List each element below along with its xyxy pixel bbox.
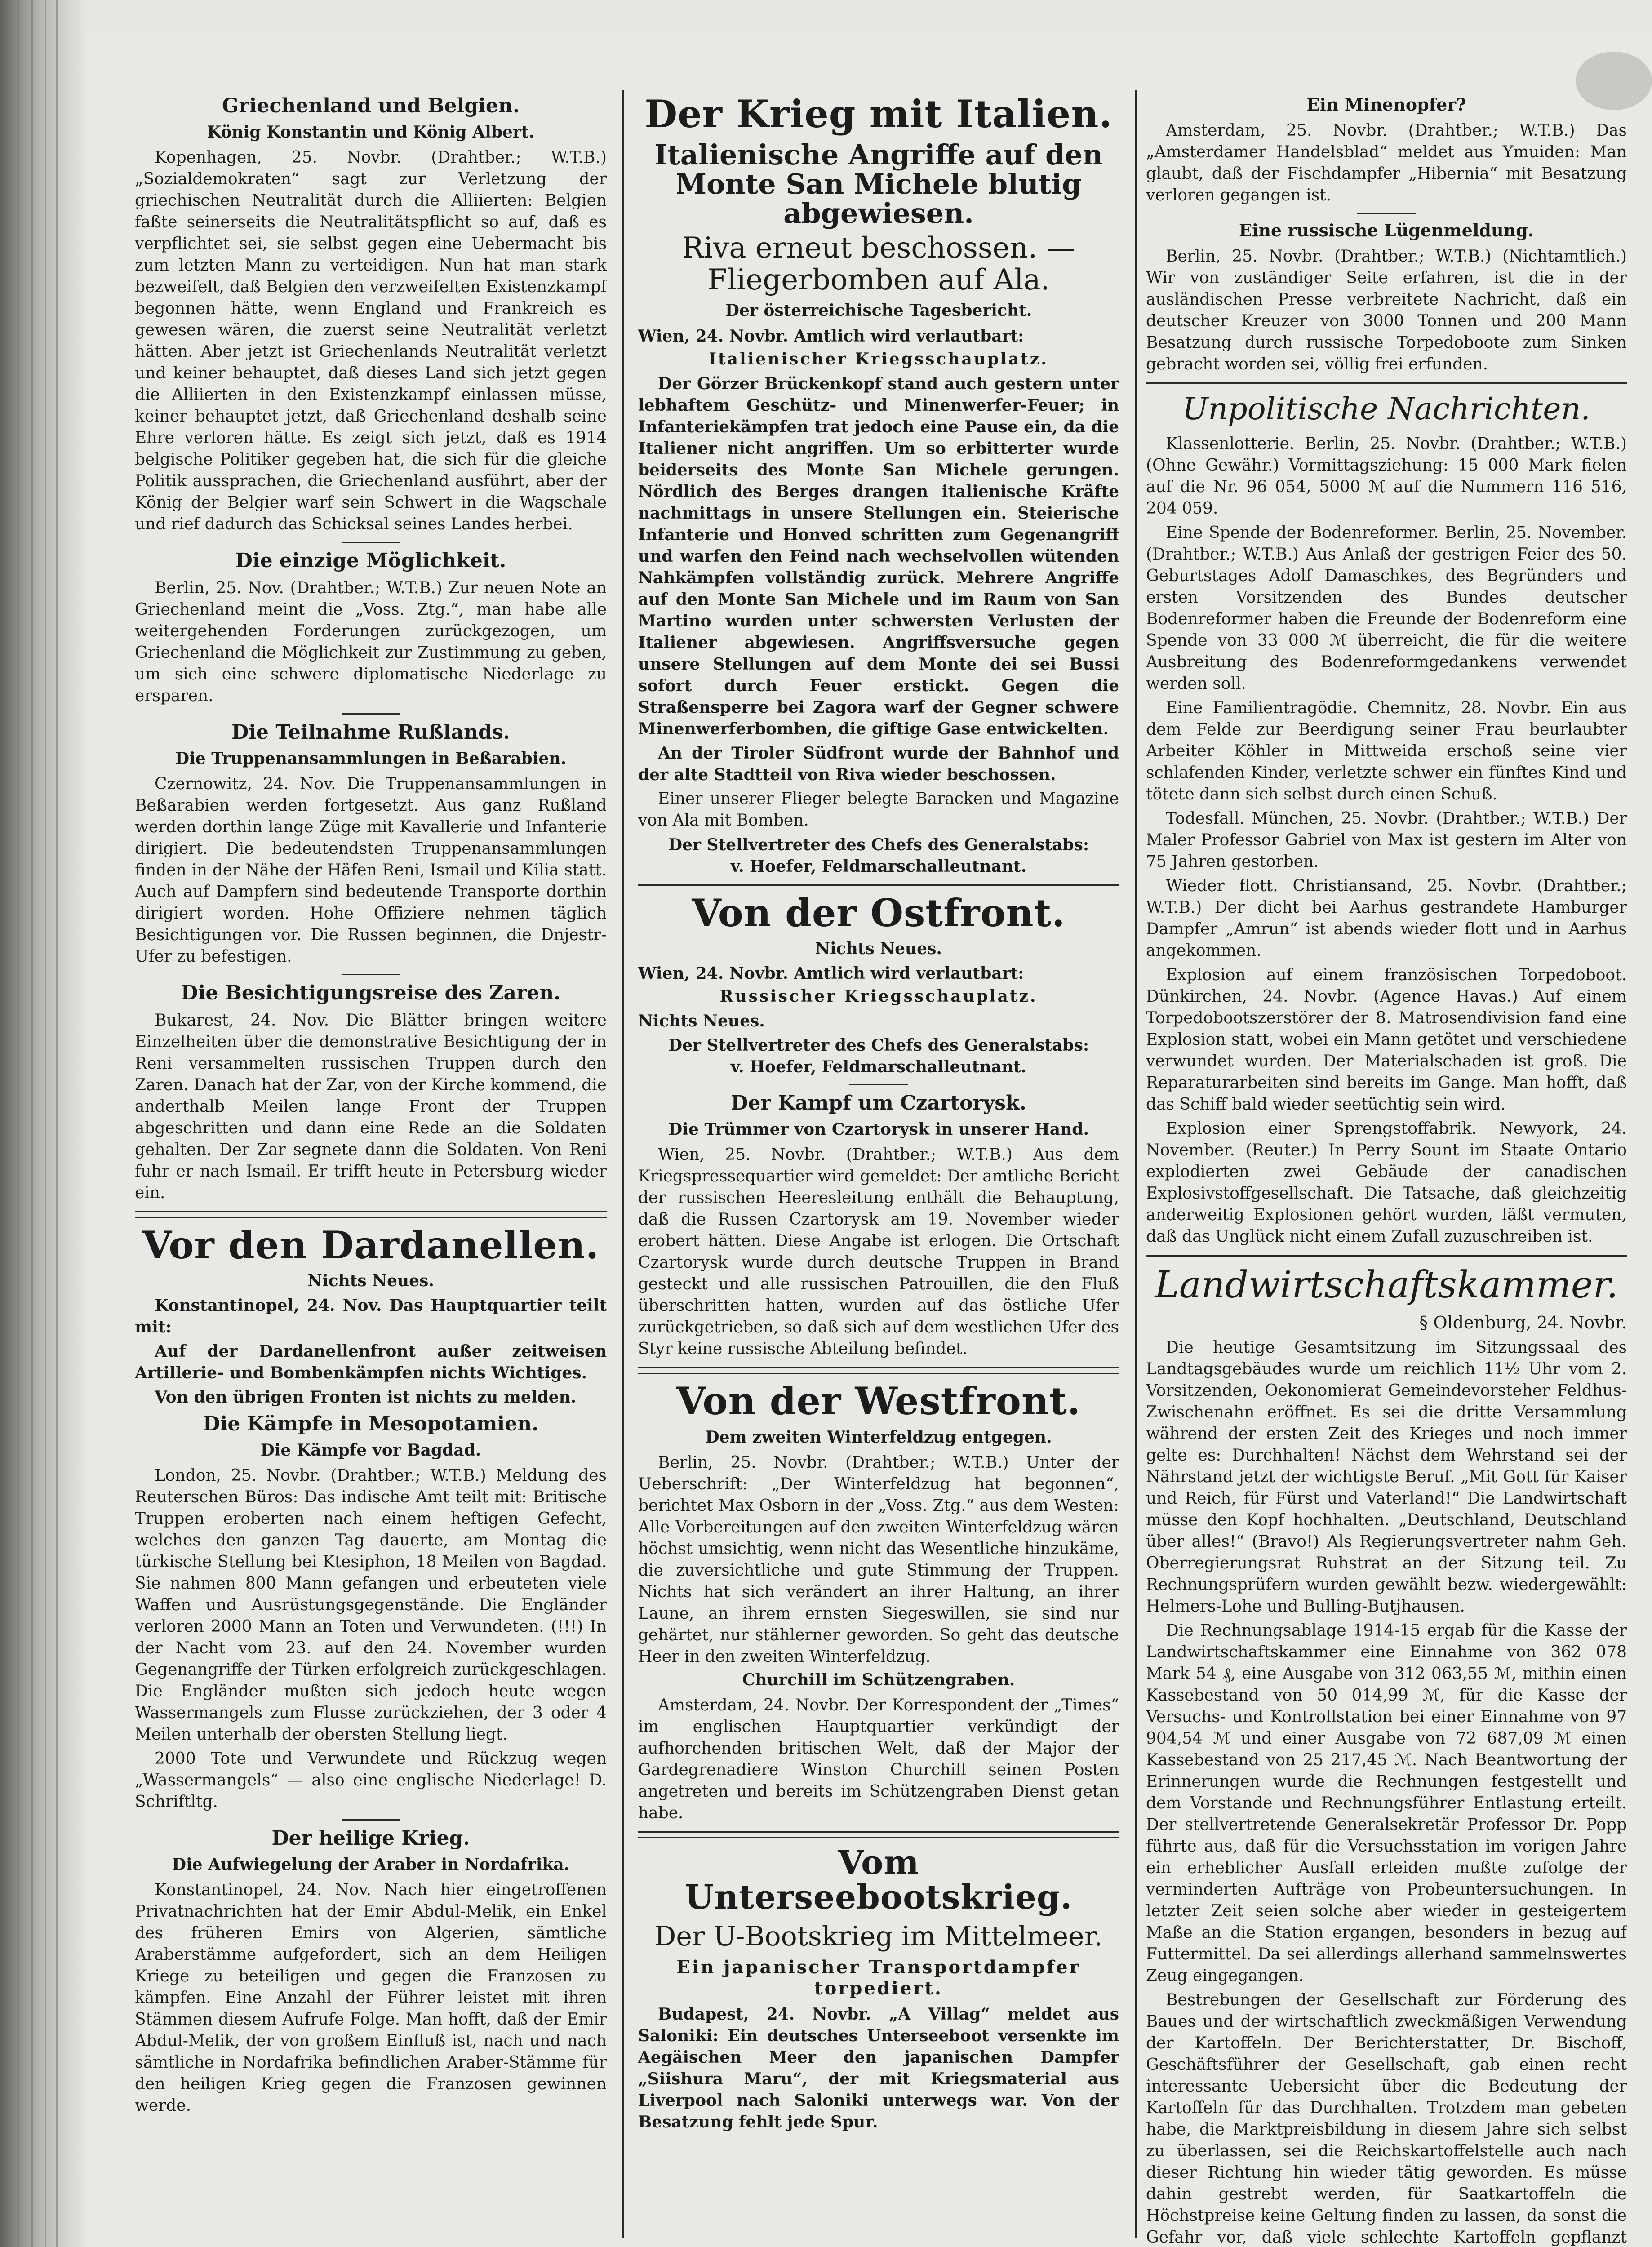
article-body: Berlin, 25. Novbr. (Drahtber.; W.T.B.) (Nichtamtlich.) Wir von zuständiger Seite erfahren, ist die in der ausländischen Presse verbreitete Nachricht, daß ein deutscher Kreuzer von 3000 Tonnen und 200 Mann Besatzung durch russische Torpedoboote zum Sinken gebracht worden sei, völlig frei erfunden.: [1146, 247, 1627, 373]
article-body: Czernowitz, 24. Nov. Die Truppenansammlungen in Beßarabien werden fortgesetzt. Aus ganz Rußland werden dorthin lange Züge mit Kavallerie und Infanterie dirigiert. Die bedeutendsten Truppenansammlungen finden in der Nähe der Häfen Reni, Ismail und Kilia statt. Auch auf Dampfern sind bedeutende Transporte dorthin dirigiert worden. Hohe Offiziere nehmen täglich Besichtigungen vor. Die Russen beginnen, die Dnjestr-Ufer zu befestigen.: [135, 775, 607, 966]
news-item: Wieder flott. Christiansand, 25. Novbr. (Drahtber.; W.T.B.) Der dicht bei Aarhus gestrandete Hamburger Dampfer „Amrun“ ist abends wieder flott und in Aarhus angekommen.: [1146, 877, 1627, 960]
article-subtitle: Dem zweiten Winterfeldzug entgegen.: [705, 1427, 1052, 1447]
article-title: Die Kämpfe in Mesopotamien.: [203, 1412, 539, 1436]
article-body: Die Rechnungsablage 1914-15 ergab für die Kasse der Landwirtschaftskammer eine Einnahme von 362 078 Mark 54 ₰, eine Ausgabe von 312 063,55 ℳ, mithin einen Kassebestand von 50 014,99 ℳ, für die Kasse der Versuchs- und Kontrollstation bei einer Einnahme von 97 904,54 ℳ und einer Ausgabe von 72 687,09 ℳ einen Kassebestand von 25 217,45 ℳ. Nach Beantwortung der Erinnerungen wurde die Rechnungen festgestellt und dem Vorstande und Rechnungsführer Entlastung erteilt. Der stellvertretende Generalsekretär Professor Dr. Popp führte aus, daß für die Versuchsstation im vorigen Jahre ein erheblicher Ausfall erleiden mußte zufolge der verminderten Aufträge von Probeuntersuchungen. In letzter Zeit seien solche aber wieder in gesteigertem Maße an die Station ergangen, besonders in bezug auf Futtermittel. Da sei allerdings allerhand sammelnswertes Zeug eingegangen.: [1146, 1621, 1627, 1985]
article-body: 2000 Tote und Verwundete und Rückzug wegen „Wassermangels“ — also eine englische Niederlage! D. Schriftltg.: [135, 1750, 607, 1812]
section-italy: [638, 94, 1119, 877]
article-dateline: Wien, 24. Novbr. Amtlich wird verlautbart:: [638, 327, 1024, 346]
section-rule: [638, 1367, 1119, 1374]
article-body: Budapest, 24. Novbr. „A Villag“ meldet aus Saloniki: Ein deutsches Unterseeboot versenkte im Aegäischen Meer den japanischen Dampfer „Siishura Maru“, der mit Kriegsmaterial aus Liverpool nach Saloniki unterwegs war. Von der Besatzung fehlt jede Spur.: [638, 2005, 1119, 2132]
article-body: Berlin, 25. Novbr. (Drahtber.; W.T.B.) Unter der Ueberschrift: „Der Winterfeldzug hat begonnen“, berichtet Max Osborn in der „Voss. Ztg.“ aus dem Westen: Alle Vorbereitungen auf den zweiten Winterfeldzug wären höchst umsichtig, wenn nicht das Wesentliche hinzukäme, die zuversichtliche und gute Stimmung der Truppen. Nichts hat sich verändert an ihrer Haltung, an ihrer Laune, an ihrem ernsten Siegeswillen, sie sind nur gehärtet, nur stählerner geworden. So geht das deutsche Heer in den zweiten Winterfeldzug.: [638, 1453, 1119, 1666]
section-rule: [638, 884, 1119, 886]
signature-line: v. Hoefer, Feldmarschalleutnant.: [730, 1057, 1027, 1077]
article-subtitle: Die Trümmer von Czartorysk in unserer Hand.: [668, 1120, 1089, 1139]
theater-label: Russischer Kriegsschauplatz.: [719, 987, 1038, 1006]
signature-line: Der Stellvertreter des Chefs des Generalstabs:: [668, 1036, 1089, 1055]
article-russia: [135, 721, 607, 968]
separator-rule: [849, 1084, 908, 1085]
article-body: Einer unserer Flieger belegte Baracken und Magazine von Ala mit Bomben.: [638, 790, 1119, 830]
section-nonpolitical: [1146, 391, 1627, 1248]
section-subtitle: Nichts Neues.: [815, 939, 942, 959]
article-body: London, 25. Novbr. (Drahtber.; W.T.B.) Meldung des Reuterschen Büros: Das indische Amt teilt mit: Britische Truppen eroberten nach einem heftigen Gefecht, welches den ganzen Tag dauerte, am Montag die türkische Stellung bei Ktesiphon, 18 Meilen von Bagdad. Sie nahmen 800 Mann gefangen und erbeuteten viele Waffen und Ausrüstungsgegenstände. Die Engländer verloren 2000 Mann an Toten und Verwundeten. (!!!) In der Nacht vom 23. auf den 24. November wurden Gegenangriffe der Türken erfolgreich zurückgeschlagen. Die Engländer mußten sich jedoch heute wegen Wassermangels zum Flusse zurückziehen, der 3 oder 4 Meilen unterhalb der obersten Stellung liegt.: [135, 1466, 607, 1744]
article-body: Konstantinopel, 24. Nov. Das Hauptquartier teilt mit:: [135, 1296, 607, 1337]
separator-rule: [342, 542, 400, 543]
article-body: An der Tiroler Südfront wurde der Bahnhof und der alte Stadtteil von Riva wieder beschossen.: [638, 744, 1119, 785]
section-heading: Vor den Dardanellen.: [142, 1223, 600, 1267]
separator-rule: [342, 974, 400, 975]
column-rule: [1135, 90, 1137, 2238]
section-westfront: [638, 1381, 1119, 1824]
article-subtitle: Der österreichische Tagesbericht.: [725, 301, 1032, 320]
article-title: Die einzige Möglichkeit.: [235, 549, 506, 572]
section-chamber-of-agriculture: [1146, 1264, 1627, 2247]
article-only-possibility: [135, 549, 607, 707]
separator-rule: [342, 1819, 400, 1821]
news-item: Todesfall. München, 25. Novbr. (Drahtber.; W.T.B.) Der Maler Professor Gabriel von Max ist gestern im Alter von 75 Jahren gestorben.: [1146, 809, 1627, 871]
section-heading: Von der Ostfront.: [692, 891, 1066, 936]
article-subtitle: Die Truppenansammlungen in Beßarabien.: [175, 749, 567, 768]
separator-rule: [1357, 213, 1416, 214]
section-submarine-war: [638, 1843, 1119, 2133]
section-subtitle: Ein japanischer Transportdampfer torpediert.: [676, 1957, 1081, 1999]
section-heading: Der Krieg mit Italien.: [644, 92, 1113, 136]
article-subtitle: König Konstantin und König Albert.: [207, 123, 535, 142]
article-mesopotamia: [135, 1412, 607, 1813]
article-body: Konstantinopel, 24. Nov. Nach hier eingetroffenen Privatnachrichten hat der Emir Abdul-Melik, ein Enkel des früheren Emirs von Algerien, sämtliche Araberstämme aufgefordert, sich an dem Heiligen Kriege zu beteiligen und gegen die Franzosen zu kämpfen. Eine Anzahl der Führer leistet mit ihren Stämmen diesem Aufrufe Folge. Man hofft, daß der Emir Abdul-Melik, der von großem Einfluß ist, nach und nach sämtliche in Nordafrika befindlichen Araber-Stämme für den heiligen Krieg gegen die Franzosen gewinnen werde.: [135, 1881, 607, 2115]
article-title: Die Teilnahme Rußlands.: [231, 721, 510, 744]
signature-line: v. Hoefer, Feldmarschalleutnant.: [730, 857, 1027, 876]
section-heading: Unpolitische Nachrichten.: [1182, 391, 1590, 427]
news-item: Explosion einer Sprengstoffabrik. Newyork, 24. November. (Reuter.) In Perry Sount im Staate Ontario explodierten zwei Gebäude der canadischen Explosivstoffgesellschaft. Die Tatsache, daß gleichzeitig anderweitig Explosionen gehört wurden, läßt vermuten, daß das Unglück nicht einem Zufall zuzuschreiben ist.: [1146, 1119, 1627, 1246]
dateline: § Oldenburg, 24. Novbr.: [1419, 1313, 1627, 1332]
article-body: Auf der Dardanellenfront außer zeitweisen Artillerie- und Bombenkämpfen nichts Wichtiges.: [135, 1342, 607, 1383]
article-dateline: Wien, 24. Novbr. Amtlich wird verlautbart:: [638, 964, 1024, 983]
article-body: Bestrebungen der Gesellschaft zur Förderung des Baues und der wirtschaftlich zweckmäßigen Verwendung der Kartoffeln. Der Berichterstatter, Dr. Bischoff, Geschäftsführer der Gesellschaft, gab einen recht interessante Uebersicht über die Bedeutung der Kartoffeln für das Durchhalten. Trotzdem man gebeten habe, die Marktpreisbildung in diesem Jahre sich selbst zu überlassen, sei die Reichskartoffelstelle auch nach dieser Richtung hin wieder tätig geworden. Es müsse dahin gestrebt werden, für Saatkartoffeln die Höchstpreise keine Geltung finden zu lassen, da sonst die Gefahr vor, daß viele schlechte Kartoffeln gepflanzt: [1146, 1991, 1627, 2247]
news-item: Eine Spende der Bodenreformer. Berlin, 25. November. (Drahtber.; W.T.B.) Aus Anlaß der gestrigen Feier des 50. Geburtstages Adolf Damaschkes, des Begründers und ersten Vorsitzenden des Bundes deutscher Bodenreformer haben die Freunde der Bodenreform eine Spende von 33 000 ℳ überreicht, die für die weitere Ausbreitung des Bodenreformgedankens verwendet werden soll.: [1146, 524, 1627, 693]
section-rule: [135, 1211, 607, 1218]
article-czartorysk: [638, 1092, 1119, 1360]
column-right: [1146, 90, 1627, 2247]
separator-rule: [342, 713, 400, 715]
section-rule: [1146, 382, 1627, 384]
article-mine-victim: [1146, 94, 1627, 206]
article-body: Berlin, 25. Nov. (Drahtber.; W.T.B.) Zur neuen Note an Griechenland meint die „Voss. Ztg.“, man habe alle weitergehenden Forderungen zurückgezogen, um Griechenland die Möglichkeit zur Zustimmung zu geben, um sich eine schwere diplomatische Niederlage zu ersparen.: [135, 579, 607, 705]
article-body: Der Görzer Brückenkopf stand auch gestern unter lebhaftem Geschütz- und Minenwerfer-Feuer; in Infanteriekämpfen trat jedoch eine Pause ein, da die Italiener nicht angriffen. Um so erbitterter wurde beiderseits des Monte San Michele gerungen. Nördlich des Berges drangen italienische Kräfte nachmittags in unsere Stellungen ein. Steierische Infanterie und Honved schritten zum Gegenangriff und warfen den Feind nach wechselvollen wütenden Nahkämpfen vollständig zurück. Mehrere Angriffe auf den Monte San Michele und im Raum von San Martino wurden unter schwersten Verlusten der Italiener abgewiesen. Angriffsversuche gegen unsere Stellungen auf dem Monte dei sei Bussi sofort durch Feuer erstickt. Gegen die Straßensperre bei Zagora warf der Gegner schwere Minenwerferbomben, die giftige Gase entwickelten.: [638, 374, 1119, 739]
section-deck: Der U-Bootskrieg im Mittelmeer.: [654, 1921, 1103, 1952]
signature-line: Der Stellvertreter des Chefs des Generalstabs:: [668, 835, 1089, 855]
column-middle: [638, 90, 1119, 2247]
column-left: [135, 90, 607, 2247]
section-deck: Italienische Angriffe auf den Monte San Michele blutig abgewiesen.: [654, 138, 1103, 230]
article-holy-war: [135, 1827, 607, 2117]
section-rule: [1146, 1255, 1627, 1257]
signature: [638, 834, 1119, 877]
column-rule: [622, 90, 624, 2238]
article-russian-lie: [1146, 220, 1627, 375]
article-title: Der heilige Krieg.: [271, 1827, 470, 1850]
article-body: Nichts Neues.: [638, 1012, 765, 1031]
section-eastfront: [638, 893, 1119, 1078]
article-title: Ein Minenopfer?: [1306, 94, 1466, 115]
article-body: Von den übrigen Fronten ist nichts zu melden.: [155, 1388, 577, 1407]
news-item: Klassenlotterie. Berlin, 25. Novbr. (Drahtber.; W.T.B.) (Ohne Gewähr.) Vormittagsziehung: 15 000 Mark fielen auf die Nr. 96 054, 5000 ℳ auf die Nummern 116 516, 204 059.: [1146, 435, 1627, 518]
article-body: Bukarest, 24. Nov. Die Blätter bringen weitere Einzelheiten über die demonstrative Besichtigung der in Reni versammelten russischen Truppen durch den Zaren. Danach hat der Zar, von der Kirche kommend, die anderthalb Meilen lange Front der Truppen abgeschritten und dann eine Rede an die Soldaten gehalten. Der Zar segnete dann die Soldaten. Von Reni fuhr er nach Ismail. Er trifft heute in Petersburg wieder ein.: [135, 1011, 607, 1202]
section-subtitle: Nichts Neues.: [307, 1271, 434, 1291]
section-heading: Von der Westfront.: [676, 1379, 1081, 1424]
article-body: Wien, 25. Novbr. (Drahtber.; W.T.B.) Aus dem Kriegspressequartier wird gemeldet: Der amtliche Bericht der russischen Heeresleitung enthält die Behauptung, daß die Russen Czartorysk am 19. November wieder erobert hätten. Diese Angabe ist erlogen. Die Ortschaft Czartorysk wurde durch deutsche Truppen in Brand gesteckt und alle russischen Patrouillen, die den Fluß überschritten hatten, wurden auf das östliche Ufer zurückgetrieben, so daß sich auf dem westlichen Ufer des Styr keine russische Abteilung befindet.: [638, 1146, 1119, 1359]
news-item: Eine Familientragödie. Chemnitz, 28. Novbr. Ein aus dem Felde zur Beerdigung seiner Frau beurlaubter Arbeiter Köhler in Mittweida erschoß seine vier schlafenden Kinder, verletzte schwer ein fünftes Kind und tötete dann sich selbst durch einen Schuß.: [1146, 699, 1627, 804]
article-body: Die heutige Gesamtsitzung im Sitzungssaal des Landtagsgebäudes wurde um reichlich 11½ Uhr vom 2. Vorsitzenden, Oekonomierat Gemeindevorsteher Feldhus-Zwischenahn eröffnet. Es sei die dritte Versammlung während der ersten Zeit des Krieges und noch immer gelte es: Durchhalten! Nächst dem Wehrstand sei der Nährstand jetzt der wichtigste Beruf. „Mit Gott für Kaiser und Reich, für Fürst und Vaterland!“ Die Landwirtschaft müsse den Kopf hochhalten. „Deutschland, Deutschland über alles!“ (Bravo!) Als Regierungsvertreter nahm Geh. Oberregierungsrat Ruhstrat an der Sitzung teil. Zu Rechnungsprüfern wurden gewählt bezw. wiedergewählt: Helmers-Lohe und Bulling-Butjhausen.: [1146, 1338, 1627, 1616]
article-title: Die Besichtigungsreise des Zaren.: [181, 981, 561, 1004]
article-body: Kopenhagen, 25. Novbr. (Drahtber.; W.T.B.) „Sozialdemokraten“ sagt zur Verletzung der griechischen Neutralität durch die Alliierten: Belgien faßte seinerseits die Neutralitätspflicht so auf, daß es verpflichtet sei, sie selbst gegen eine Uebermacht bis zum letzten Mann zu verteidigen. Nun hat man stark bezweifelt, daß Belgien den verzweifelten Existenzkampf begonnen hätte, wenn England und Frankreich es gewesen wären, die zuerst seine Neutralität verletzt hätten. Aber jetzt ist Griechenlands Neutralität verletzt und keiner behauptet, daß dieses Land sich jetzt gegen die Alliierten in den Existenzkampf einlassen müsse, keiner behauptet jetzt, daß Griechenland deshalb seine Ehre verloren hätte. Es zeigt sich jetzt, daß es 1914 belgische Politiker gegeben hat, die sich für die gleiche Politik aussprachen, die Griechenland ausführt, aber der König der Belgier warf sein Schwert in die Wagschale und rief dadurch das Schicksal seines Landes herbei.: [135, 148, 607, 533]
section-deck: Riva erneut beschossen. — Fliegerbomben auf Ala.: [682, 231, 1075, 297]
book-binding-edge: [0, 0, 85, 2247]
article-subtitle: Churchill im Schützengraben.: [742, 1670, 1015, 1689]
section-dardanelles: [135, 1223, 607, 1408]
article-body: Amsterdam, 24. Novbr. Der Korrespondent der „Times“ im englischen Hauptquartier verkündigt der aufhorchenden britischen Welt, daß der Major der Gardegrenadiere Winston Churchill seinen Posten angetreten und bereits im Schützengraben Dienst getan habe.: [638, 1696, 1119, 1822]
article-tsar-visit: [135, 981, 607, 1204]
article-title: Griechenland und Belgien.: [222, 94, 520, 117]
section-heading: Vom Unterseebootskrieg.: [684, 1843, 1073, 1917]
article-subtitle: Die Aufwiegelung der Araber in Nordafrika.: [172, 1855, 570, 1874]
news-item: Explosion auf einem französischen Torpedoboot. Dünkirchen, 24. Novbr. (Agence Havas.) Auf einem Torpedobootszerstörer der 8. Matrosendivision fand eine Explosion statt, wobei ein Mann getötet und verschiedene verwundet wurden. Der Materialschaden ist groß. Die Reparaturarbeiten sind bereits im Gange. Man hofft, daß das Schiff bald wieder seetüchtig sein wird.: [1146, 966, 1627, 1114]
section-heading: Landwirtschaftskammer.: [1155, 1264, 1618, 1306]
article-title: Eine russische Lügenmeldung.: [1239, 220, 1534, 240]
theater-label: Italienischer Kriegsschauplatz.: [709, 350, 1048, 369]
article-greece-belgium: [135, 94, 607, 535]
article-title: Der Kampf um Czartorysk.: [731, 1092, 1026, 1115]
signature: [638, 1035, 1119, 1078]
article-subtitle: Die Kämpfe vor Bagdad.: [260, 1441, 481, 1460]
article-body: Amsterdam, 25. Novbr. (Drahtber.; W.T.B.) Das „Amsterdamer Handelsblad“ meldet aus Ymuiden: Man glaubt, daß der Fischdampfer „Hibernia“ mit Besatzung verloren gegangen ist.: [1146, 121, 1627, 204]
section-rule: [638, 1831, 1119, 1838]
